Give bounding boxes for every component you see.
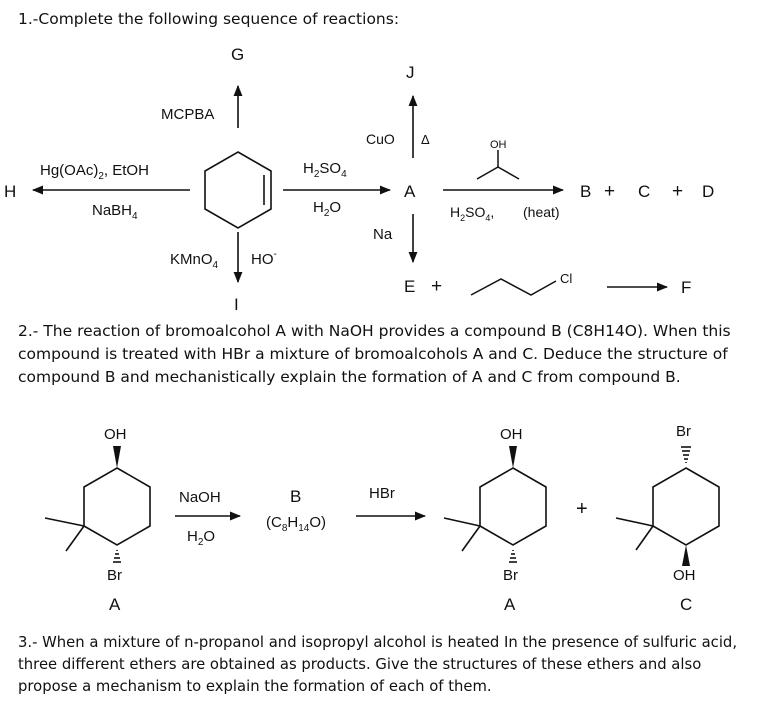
label-A-left: A: [109, 595, 121, 614]
label-D: D: [702, 182, 715, 201]
label-J: J: [406, 63, 415, 82]
label-E: E: [404, 277, 416, 296]
structure-C-oh: OH: [673, 567, 696, 584]
reagent-hg-oac: $Hg(OAc)_2$, EtOH: [40, 162, 149, 182]
label-B: B: [580, 182, 592, 201]
structure-A-oh: OH: [104, 426, 127, 443]
reagent-kmno4: KMnO$_4$: [170, 251, 219, 271]
structure-A-br: Br: [107, 567, 122, 584]
label-C: C: [638, 182, 651, 201]
plus-sign: +: [576, 498, 588, 520]
cyclohexene-structure: [205, 152, 271, 228]
reagent-h2o-2: $H_2O$: [187, 528, 216, 548]
reagent-h2so4-heat: $H_2SO_4$,: [450, 204, 495, 223]
label-G: G: [231, 45, 245, 64]
question-2-prompt: 2.- The reaction of bromoalcohol A with NaOH provides a compound B (C8H14O). When this compound is treated with HBr a mixture of bromoalcohols A and C. Deduce the structure of compound B and mechanistically explain the formation of A and C from compound B.: [18, 322, 731, 386]
formula-B: $(C_8H_{14}O)$: [266, 514, 327, 534]
structure-C: [616, 447, 719, 566]
structure-A-product-oh: OH: [500, 426, 523, 443]
structure-A-product: [444, 446, 546, 562]
reagent-h2o: $H_2O$: [313, 199, 342, 219]
reagent-heat: (heat): [523, 204, 560, 220]
propyl-chloride-structure: [471, 279, 556, 295]
isopropanol-structure: [477, 150, 519, 179]
question-1-prompt: 1.-Complete the following sequence of reactions:: [18, 10, 400, 28]
reagent-na: Na: [373, 226, 393, 243]
label-B-center: B: [290, 487, 302, 506]
reagent-hbr: HBr: [369, 485, 395, 502]
label-H: H: [4, 182, 17, 201]
question-3-prompt: 3.- When a mixture of n-propanol and isopropyl alcohol is heated In the presence of sulfuric acid, three different ethers are obtained as products. Give the structures of these ethers and also propose a mechanism to explain the formation of each of them.: [18, 634, 738, 695]
structure-C-br: Br: [676, 423, 691, 440]
reagent-naoh: NaOH: [179, 489, 221, 506]
structure-A: [45, 446, 150, 562]
isopropanol-oh: OH: [490, 139, 507, 151]
structure-A-product-br: Br: [503, 567, 518, 584]
plus-sign: +: [604, 181, 616, 202]
reagent-ho-minus: HO-: [251, 249, 277, 268]
plus-sign: +: [672, 181, 684, 202]
reagent-h2so4: $H_2SO_4$: [303, 160, 347, 180]
plus-sign: +: [431, 276, 443, 297]
reagent-nabh4: NaBH$_4$: [92, 202, 138, 222]
reagent-delta: Δ: [421, 132, 430, 147]
label-I: I: [234, 295, 239, 314]
label-F: F: [681, 278, 692, 297]
reagent-mcpba: MCPBA: [161, 106, 215, 123]
label-C-right: C: [680, 595, 693, 614]
chloride-label: Cl: [560, 271, 573, 286]
reagent-cuo: CuO: [366, 131, 395, 147]
label-A-right: A: [504, 595, 516, 614]
label-A: A: [404, 182, 416, 201]
